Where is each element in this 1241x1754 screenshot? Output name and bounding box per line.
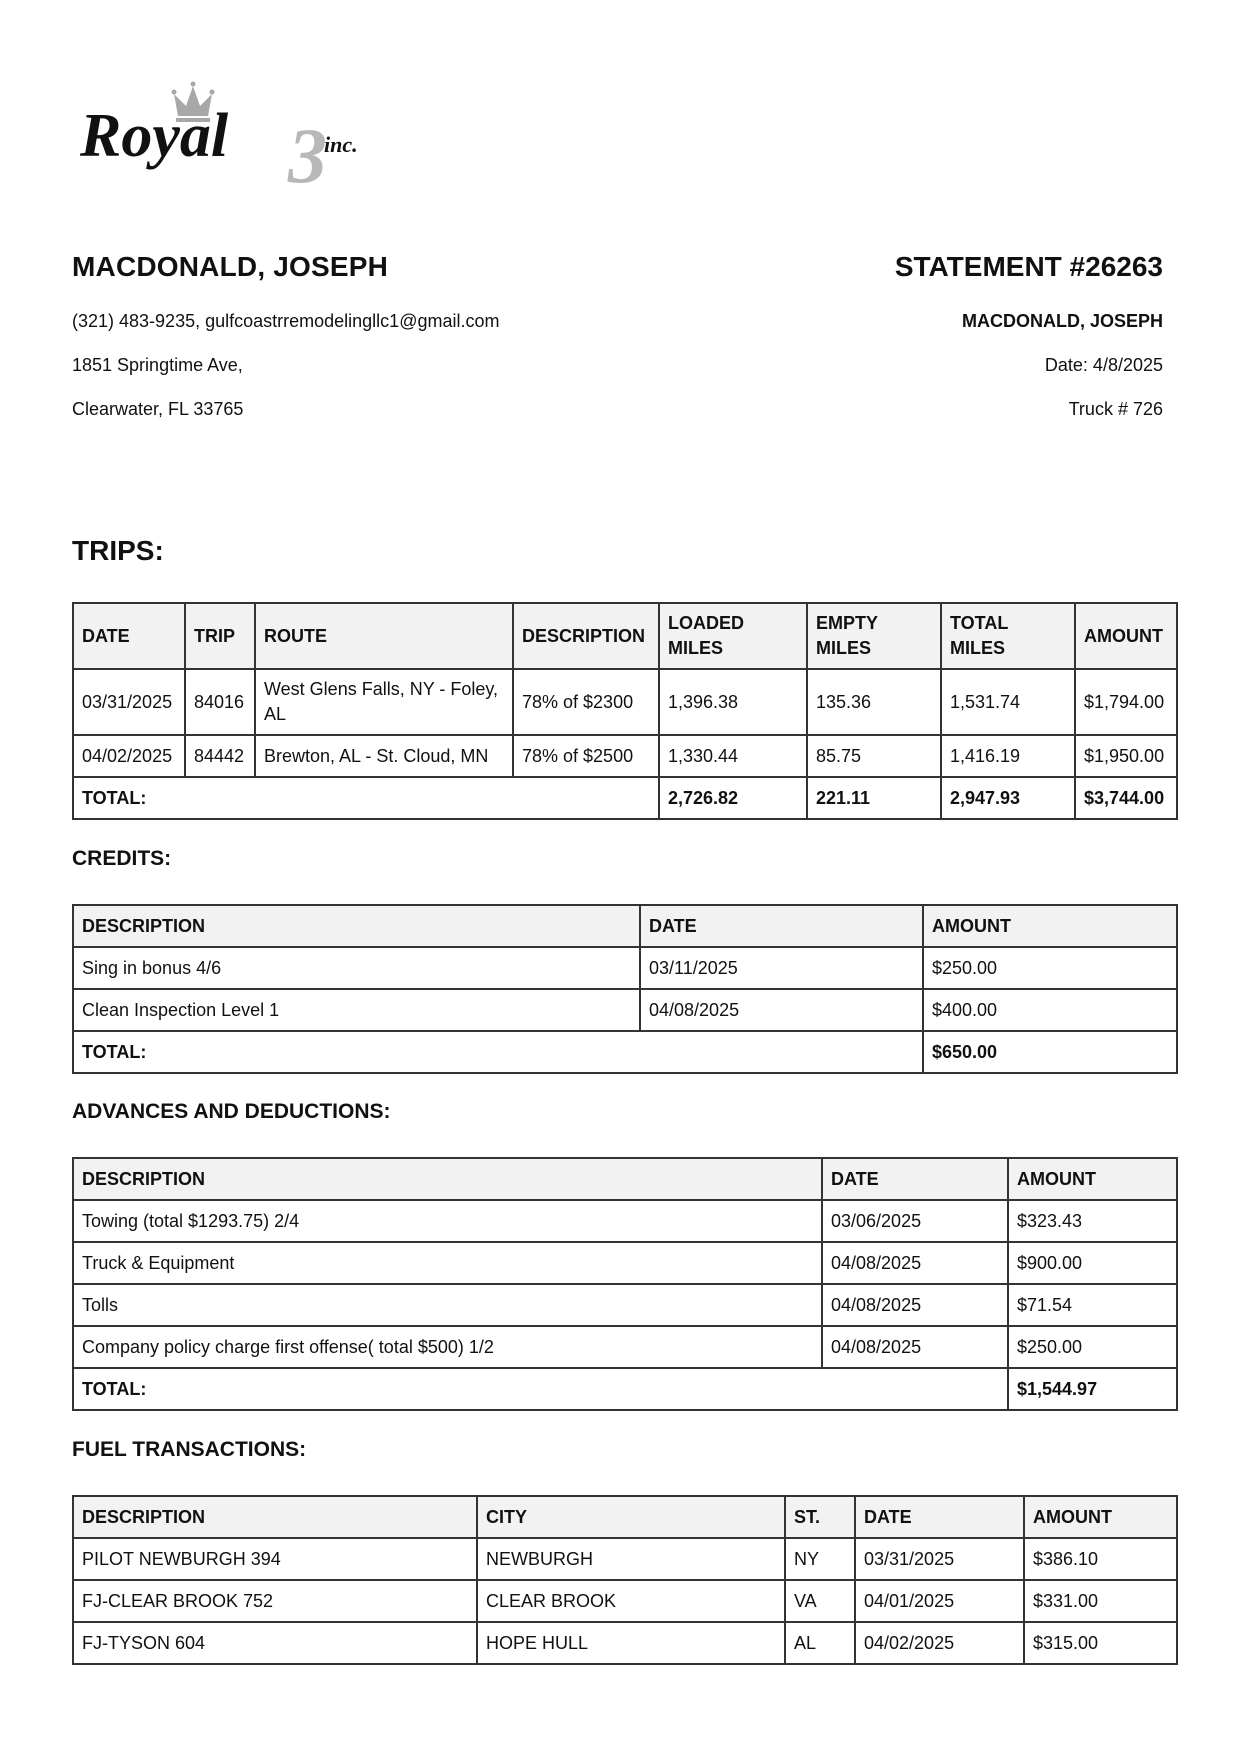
- col-header: LOADED MILES: [659, 603, 807, 669]
- driver-address-line2: Clearwater, FL 33765: [72, 399, 244, 419]
- col-header: DATE: [822, 1158, 1008, 1200]
- truck-number: Truck # 726: [1068, 399, 1163, 419]
- credit-description: Clean Inspection Level 1: [73, 989, 640, 1031]
- table-row: [73, 1580, 1177, 1622]
- deduction-date: 04/08/2025: [822, 1242, 1008, 1284]
- trip-number: 84016: [185, 669, 255, 735]
- col-header: DATE: [640, 905, 923, 947]
- fuel-description: PILOT NEWBURGH 394: [73, 1538, 477, 1580]
- col-header: AMOUNT: [923, 905, 1177, 947]
- trip-date: 03/31/2025: [73, 669, 185, 735]
- col-header: AMOUNT: [1075, 603, 1177, 669]
- deduction-date: 04/08/2025: [822, 1284, 1008, 1326]
- table-row: [73, 669, 1177, 735]
- col-header: DATE: [73, 603, 185, 669]
- fuel-state: AL: [785, 1622, 855, 1664]
- trip-route: Brewton, AL - St. Cloud, MN: [255, 735, 513, 777]
- trips-header-row: [73, 603, 1177, 669]
- deduction-amount: $900.00: [1008, 1242, 1177, 1284]
- col-header: CITY: [477, 1496, 785, 1538]
- trip-empty-miles: 135.36: [807, 669, 941, 735]
- credit-amount: $400.00: [923, 989, 1177, 1031]
- deduction-description: Towing (total $1293.75) 2/4: [73, 1200, 822, 1242]
- trips-title: TRIPS:: [72, 535, 164, 566]
- table-row: [73, 735, 1177, 777]
- statement-name: MACDONALD, JOSEPH: [961, 311, 1163, 331]
- trip-amount: $1,794.00: [1075, 669, 1177, 735]
- col-header: ROUTE: [255, 603, 513, 669]
- table-row: [73, 947, 1177, 989]
- col-header: TOTAL MILES: [941, 603, 1075, 669]
- deductions-total-row: [73, 1368, 1177, 1410]
- deduction-description: Truck & Equipment: [73, 1242, 822, 1284]
- trip-loaded-miles: 1,330.44: [659, 735, 807, 777]
- deduction-date: 03/06/2025: [822, 1200, 1008, 1242]
- fuel-city: NEWBURGH: [477, 1538, 785, 1580]
- table-row: [73, 1622, 1177, 1664]
- trip-amount: $1,950.00: [1075, 735, 1177, 777]
- total-amount: $1,544.97: [1008, 1368, 1177, 1410]
- total-label: TOTAL:: [73, 777, 659, 819]
- trip-description: 78% of $2500: [513, 735, 659, 777]
- table-row: [73, 989, 1177, 1031]
- fuel-amount: $315.00: [1024, 1622, 1177, 1664]
- trip-total-miles: 1,531.74: [941, 669, 1075, 735]
- trip-number: 84442: [185, 735, 255, 777]
- credit-date: 03/11/2025: [640, 947, 923, 989]
- col-header: AMOUNT: [1008, 1158, 1177, 1200]
- trip-route: West Glens Falls, NY - Foley, AL: [255, 669, 513, 735]
- col-header: DESCRIPTION: [513, 603, 659, 669]
- credit-date: 04/08/2025: [640, 989, 923, 1031]
- deduction-description: Tolls: [73, 1284, 822, 1326]
- driver-name: MACDONALD, JOSEPH: [72, 251, 389, 282]
- trip-date: 04/02/2025: [73, 735, 185, 777]
- trip-total-miles: 1,416.19: [941, 735, 1075, 777]
- deduction-date: 04/08/2025: [822, 1326, 1008, 1368]
- deduction-amount: $323.43: [1008, 1200, 1177, 1242]
- col-header: DESCRIPTION: [73, 1496, 477, 1538]
- credits-total-row: [73, 1031, 1177, 1073]
- total-label: TOTAL:: [73, 1031, 923, 1073]
- fuel-table: [72, 1495, 1178, 1665]
- driver-address-line1: 1851 Springtime Ave,: [72, 355, 243, 375]
- deduction-amount: $71.54: [1008, 1284, 1177, 1326]
- statement-title: STATEMENT #26263: [894, 251, 1163, 282]
- col-header: AMOUNT: [1024, 1496, 1177, 1538]
- fuel-state: NY: [785, 1538, 855, 1580]
- logo-wordmark: Royal: [80, 102, 229, 170]
- logo-suffix: inc.: [324, 132, 358, 157]
- table-row: [73, 1538, 1177, 1580]
- total-amount: $3,744.00: [1075, 777, 1177, 819]
- royal3-logo: [78, 78, 388, 193]
- deduction-description: Company policy charge first offense( total $500) 1/2: [73, 1326, 822, 1368]
- credits-header-row: [73, 905, 1177, 947]
- fuel-header-row: [73, 1496, 1177, 1538]
- col-header: DESCRIPTION: [73, 905, 640, 947]
- col-header: ST.: [785, 1496, 855, 1538]
- trip-empty-miles: 85.75: [807, 735, 941, 777]
- trip-loaded-miles: 1,396.38: [659, 669, 807, 735]
- total-label: TOTAL:: [73, 1368, 1008, 1410]
- total-miles: 2,947.93: [941, 777, 1075, 819]
- fuel-state: VA: [785, 1580, 855, 1622]
- table-row: [73, 1242, 1177, 1284]
- fuel-date: 04/02/2025: [855, 1622, 1024, 1664]
- table-row: [73, 1326, 1177, 1368]
- deductions-title: ADVANCES AND DEDUCTIONS:: [72, 1100, 391, 1123]
- fuel-city: CLEAR BROOK: [477, 1580, 785, 1622]
- table-row: [73, 1284, 1177, 1326]
- trips-table: [72, 602, 1178, 820]
- credit-description: Sing in bonus 4/6: [73, 947, 640, 989]
- deduction-amount: $250.00: [1008, 1326, 1177, 1368]
- deductions-table: [72, 1157, 1178, 1411]
- col-header: DATE: [855, 1496, 1024, 1538]
- total-loaded-miles: 2,726.82: [659, 777, 807, 819]
- total-amount: $650.00: [923, 1031, 1177, 1073]
- driver-contact: (321) 483-9235, gulfcoastrremodelingllc1@gmail.com: [72, 311, 500, 331]
- deductions-header-row: [73, 1158, 1177, 1200]
- trip-description: 78% of $2300: [513, 669, 659, 735]
- fuel-date: 04/01/2025: [855, 1580, 1024, 1622]
- col-header: TRIP: [185, 603, 255, 669]
- credit-amount: $250.00: [923, 947, 1177, 989]
- fuel-description: FJ-CLEAR BROOK 752: [73, 1580, 477, 1622]
- fuel-amount: $386.10: [1024, 1538, 1177, 1580]
- fuel-title: FUEL TRANSACTIONS:: [72, 1438, 307, 1461]
- credits-table: [72, 904, 1178, 1074]
- statement-date: Date: 4/8/2025: [1044, 355, 1163, 375]
- fuel-description: FJ-TYSON 604: [73, 1622, 477, 1664]
- total-empty-miles: 221.11: [807, 777, 941, 819]
- logo-number: 3: [288, 112, 327, 193]
- fuel-date: 03/31/2025: [855, 1538, 1024, 1580]
- col-header: EMPTY MILES: [807, 603, 941, 669]
- col-header: DESCRIPTION: [73, 1158, 822, 1200]
- fuel-amount: $331.00: [1024, 1580, 1177, 1622]
- credits-title: CREDITS:: [72, 847, 172, 870]
- fuel-city: HOPE HULL: [477, 1622, 785, 1664]
- table-row: [73, 1200, 1177, 1242]
- trips-total-row: [73, 777, 1177, 819]
